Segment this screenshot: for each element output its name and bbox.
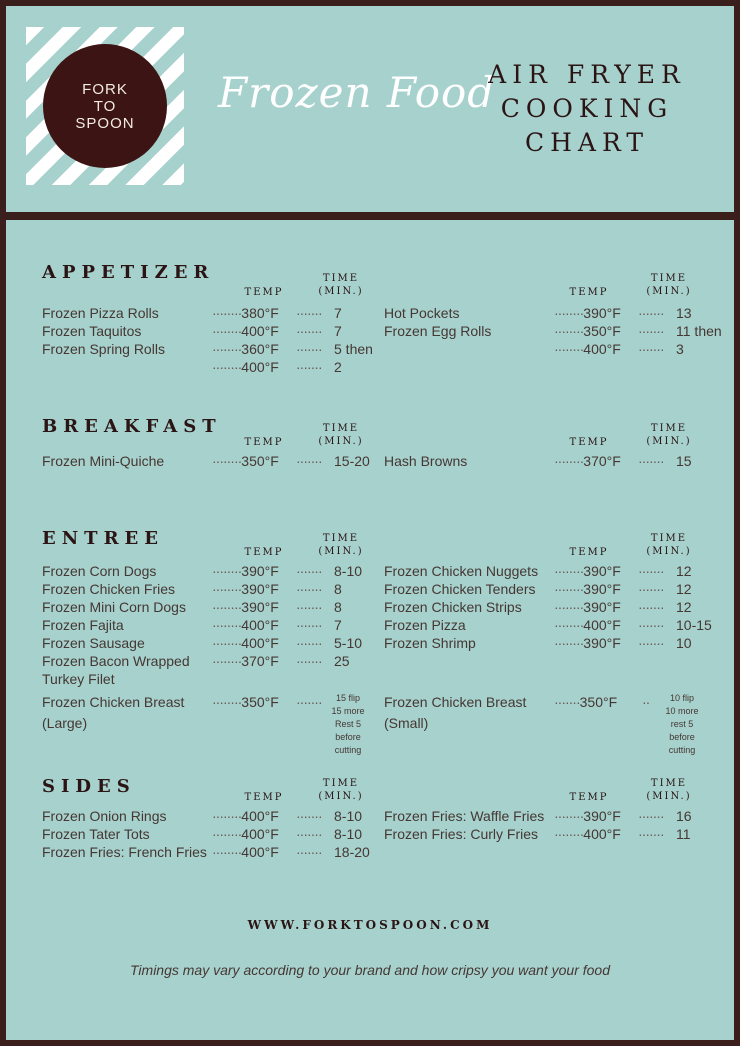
- item-time: 7: [334, 323, 342, 339]
- time-line: rest 5: [670, 719, 694, 729]
- item-time: 8: [334, 581, 342, 597]
- dot-leader: [212, 322, 279, 340]
- item-time: 12: [676, 599, 692, 615]
- dot-leader: [212, 452, 279, 470]
- title-line-3: CHART: [524, 128, 650, 157]
- dot-leader: [212, 634, 279, 652]
- column-header-time-line: TIME: [650, 423, 688, 434]
- item-name: Frozen Fries: Curly Fries: [384, 826, 539, 842]
- column-header-temp: TEMP: [569, 792, 609, 803]
- item-temp: 400°F: [241, 635, 279, 651]
- column-header-temp: TEMP: [244, 287, 284, 298]
- column-header-time-line: (MIN.): [318, 436, 364, 447]
- column-header-time-line: (MIN.): [646, 286, 692, 297]
- item-temp: 390°F: [583, 581, 621, 597]
- item-name: Frozen Mini-Quiche: [42, 453, 165, 469]
- item-name: Frozen Fries: French Fries: [42, 844, 207, 860]
- leader-dots: ·······: [296, 359, 322, 375]
- leader-dots: ········: [212, 635, 242, 651]
- section-title-sides: SIDES: [42, 776, 136, 797]
- leader-dots: ········: [212, 808, 242, 824]
- column-header-time-line: TIME: [322, 778, 360, 789]
- item-temp: 350°F: [241, 694, 279, 710]
- item-time: 10: [676, 635, 692, 651]
- leader-dots: ·······: [296, 826, 322, 842]
- column-header-time-line: TIME: [322, 533, 360, 544]
- dot-leader: [638, 304, 664, 322]
- leader-dots: ·······: [638, 323, 664, 339]
- dot-leader: [554, 807, 621, 825]
- item-name: Frozen Chicken Nuggets: [384, 563, 539, 579]
- item-name: Frozen Bacon Wrapped: [42, 653, 190, 669]
- dot-leader: [212, 562, 279, 580]
- item-time: 11 then: [676, 323, 722, 339]
- dot-leader: [296, 825, 322, 843]
- title-line-1: AIR FRYER: [488, 60, 686, 89]
- dot-leader: [296, 580, 322, 598]
- main-panel: [6, 220, 734, 1040]
- leader-dots: ·······: [296, 599, 322, 615]
- item-name: Frozen Chicken Tenders: [384, 581, 536, 597]
- column-header-temp: TEMP: [569, 287, 609, 298]
- item-time: [658, 692, 706, 757]
- logo-line-1: FORK: [82, 80, 128, 98]
- dot-leader: [296, 304, 322, 322]
- leader-dots: ········: [212, 826, 242, 842]
- column-header-time-line: TIME: [322, 273, 360, 284]
- time-line: 15 flip: [335, 693, 361, 703]
- item-time: 8-10: [334, 563, 363, 579]
- dot-leader: [638, 598, 664, 616]
- time-line: 15 more: [331, 706, 365, 716]
- item-name: Frozen Onion Rings: [42, 808, 167, 824]
- item-temp: 390°F: [583, 635, 621, 651]
- dot-leader: ·······350°F: [554, 694, 618, 710]
- section-title-entree: ENTREE: [42, 528, 164, 549]
- dot-leader: [296, 634, 322, 652]
- item-temp: 400°F: [583, 617, 621, 633]
- item-time: 3: [676, 341, 684, 357]
- leader-dots: ········: [212, 563, 242, 579]
- dot-leader: [554, 825, 621, 843]
- leader-dots: ·······: [296, 563, 322, 579]
- item-name: Frozen Spring Rolls: [42, 341, 165, 357]
- logo-line-2: TO: [93, 97, 117, 115]
- column-header-temp: TEMP: [244, 437, 284, 448]
- leader-dots: ········: [554, 563, 584, 579]
- column-header-time-line: (MIN.): [318, 286, 364, 297]
- leader-dots: ·······: [296, 305, 322, 321]
- leader-dots: ·······: [638, 635, 664, 651]
- leader-dots: ·······: [638, 617, 664, 633]
- leader-dots: ········: [554, 617, 584, 633]
- column-header-time-line: (MIN.): [646, 546, 692, 557]
- item-temp: 370°F: [583, 453, 621, 469]
- dot-leader: [638, 825, 664, 843]
- item-time: 5 then: [334, 341, 373, 357]
- dot-leader: [638, 580, 664, 598]
- dot-leader: [554, 580, 621, 598]
- item-name: Frozen Fries: Waffle Fries: [384, 808, 545, 824]
- item-temp: 390°F: [583, 599, 621, 615]
- website-url: WWW.FORKTOSPOON.COM: [247, 918, 493, 932]
- time-line: before: [669, 732, 695, 742]
- item-temp: 390°F: [241, 581, 279, 597]
- item-time: [324, 692, 372, 757]
- dot-leader: [554, 452, 621, 470]
- column-header-time: [306, 777, 376, 803]
- leader-dots: ·······: [638, 599, 664, 615]
- item-temp: 400°F: [241, 323, 279, 339]
- logo: [26, 27, 184, 185]
- item-temp: 400°F: [583, 826, 621, 842]
- dot-leader: [638, 616, 664, 634]
- item-time: 16: [676, 808, 692, 824]
- column-header-time-line: (MIN.): [318, 546, 364, 557]
- dot-leader: [638, 452, 664, 470]
- column-header-time: [634, 422, 704, 448]
- item-name: Frozen Pizza: [384, 617, 466, 633]
- column-header-time-line: TIME: [650, 533, 688, 544]
- column-header-time: [634, 532, 704, 558]
- column-header-time-line: TIME: [322, 423, 360, 434]
- leader-dots: ········: [554, 581, 584, 597]
- dot-leader: [554, 598, 621, 616]
- item-name-suffix: (Large): [42, 715, 88, 731]
- dot-leader: [296, 616, 322, 634]
- column-header-time-line: (MIN.): [646, 791, 692, 802]
- item-temp: 380°F: [241, 305, 279, 321]
- dot-leader: [296, 843, 322, 861]
- logo-line-3: SPOON: [75, 114, 135, 132]
- item-time: 8-10: [334, 826, 363, 842]
- dot-leader: [212, 807, 279, 825]
- leader-dots: ········: [212, 844, 242, 860]
- column-header-time-line: (MIN.): [646, 436, 692, 447]
- column-header-time: [306, 272, 376, 298]
- column-header-temp: TEMP: [569, 547, 609, 558]
- dot-leader: [554, 304, 621, 322]
- leader-dots: ········: [212, 653, 242, 669]
- leader-dots: ·······: [296, 453, 322, 469]
- dot-leader: [296, 652, 322, 670]
- column-header-temp: TEMP: [244, 792, 284, 803]
- leader-dots: ·······: [296, 653, 322, 669]
- leader-dots: ········: [212, 617, 242, 633]
- item-time: 7: [334, 617, 342, 633]
- leader-dots: ········: [212, 305, 242, 321]
- item-time: 8: [334, 599, 342, 615]
- item-temp: 350°F: [583, 323, 621, 339]
- leader-dots: ········: [554, 635, 584, 651]
- time-line: 10 flip: [669, 693, 695, 703]
- column-header-time: [634, 272, 704, 298]
- dot-leader: [296, 807, 322, 825]
- item-name: Turkey Filet: [42, 671, 115, 687]
- dot-leader: [554, 562, 621, 580]
- leader-dots: ········: [554, 323, 584, 339]
- dot-leader: [212, 358, 279, 376]
- dot-leader: [296, 452, 322, 470]
- leader-dots: ·······: [638, 581, 664, 597]
- dot-leader: [638, 807, 664, 825]
- item-time: 11: [676, 826, 691, 842]
- leader-dots: ·······: [296, 323, 322, 339]
- item-time: 12: [676, 563, 692, 579]
- item-time: 25: [334, 653, 350, 669]
- column-header-temp: TEMP: [244, 547, 284, 558]
- time-line: cutting: [334, 745, 362, 755]
- dot-leader: [212, 843, 279, 861]
- leader-dots: ········: [554, 826, 584, 842]
- leader-dots: ·······: [296, 635, 322, 651]
- item-temp: 400°F: [241, 844, 279, 860]
- dot-leader: [638, 340, 664, 358]
- dot-leader: [296, 340, 322, 358]
- dot-leader: [554, 616, 621, 634]
- leader-dots: ·······: [296, 341, 322, 357]
- header-panel: [6, 6, 734, 212]
- dot-leader: ·······: [296, 694, 322, 710]
- item-temp: 360°F: [241, 341, 279, 357]
- item-temp: 350°F: [579, 694, 618, 710]
- item-name: Frozen Pizza Rolls: [42, 305, 159, 321]
- dot-leader: [212, 616, 279, 634]
- item-time: 13: [676, 305, 692, 321]
- dot-leader: [212, 340, 279, 358]
- leader-dots: ········: [554, 453, 584, 469]
- dot-leader: [212, 304, 279, 322]
- dot-leader: [554, 322, 621, 340]
- item-temp: 390°F: [583, 563, 621, 579]
- dot-leader: [212, 652, 279, 670]
- time-line: 10 more: [665, 706, 699, 716]
- dot-leader: [554, 340, 621, 358]
- item-temp: 400°F: [241, 359, 279, 375]
- item-name: Hot Pockets: [384, 305, 460, 321]
- column-header-time: [306, 532, 376, 558]
- item-name: Frozen Tater Tots: [42, 826, 150, 842]
- leader-dots: ········: [554, 808, 584, 824]
- item-time: 2: [334, 359, 342, 375]
- dot-leader: [212, 825, 279, 843]
- dot-leader: [554, 634, 621, 652]
- item-name: Frozen Corn Dogs: [42, 563, 157, 579]
- leader-dots: ········: [554, 305, 584, 321]
- leader-dots: ·······: [638, 453, 664, 469]
- item-time: 18-20: [334, 844, 370, 860]
- column-header-temp: TEMP: [569, 437, 609, 448]
- item-name: Frozen Chicken Strips: [384, 599, 522, 615]
- leader-dots: ·······: [296, 844, 322, 860]
- title-line-2: COOKING: [500, 94, 674, 123]
- item-temp: 400°F: [241, 617, 279, 633]
- item-name: Hash Browns: [384, 453, 468, 469]
- leader-dots: ········: [212, 359, 242, 375]
- leader-dots: ·······: [296, 617, 322, 633]
- section-title-breakfast: BREAKFAST: [42, 416, 222, 437]
- item-temp: 350°F: [241, 453, 279, 469]
- item-temp: 390°F: [241, 563, 279, 579]
- column-header-time-line: TIME: [650, 778, 688, 789]
- item-time: 15-20: [334, 453, 370, 469]
- item-name: Frozen Chicken Breast: [42, 694, 185, 710]
- time-line: before: [335, 732, 361, 742]
- leader-dots: ·······: [638, 305, 664, 321]
- script-title: Frozen Food: [218, 68, 496, 117]
- page-title: [452, 58, 722, 160]
- item-name-suffix: (Small): [384, 715, 429, 731]
- item-temp: 400°F: [583, 341, 621, 357]
- item-name: Frozen Fajita: [42, 617, 124, 633]
- dot-leader: [296, 322, 322, 340]
- dot-leader: [638, 322, 664, 340]
- logo-circle: [43, 44, 167, 168]
- leader-dots: ········: [212, 599, 242, 615]
- dot-leader: [638, 634, 664, 652]
- leader-dots: ·······: [296, 581, 322, 597]
- leader-dots: ········: [212, 341, 242, 357]
- item-name: Frozen Sausage: [42, 635, 145, 651]
- time-line: cutting: [668, 745, 696, 755]
- leader-dots: ········: [554, 341, 584, 357]
- leader-dots: ········: [554, 599, 584, 615]
- column-header-time-line: (MIN.): [318, 791, 364, 802]
- column-header-time: [634, 777, 704, 803]
- dot-leader: [212, 598, 279, 616]
- leader-dots: ·······: [638, 826, 664, 842]
- leader-dots: ·······: [638, 563, 664, 579]
- item-temp: 390°F: [583, 305, 621, 321]
- time-line: Rest 5: [334, 719, 361, 729]
- dot-leader: [296, 358, 322, 376]
- item-time: 5-10: [334, 635, 363, 651]
- dot-leader: [212, 580, 279, 598]
- dot-leader: [638, 562, 664, 580]
- leader-dots: ········: [212, 581, 242, 597]
- leader-dots: ·······: [296, 808, 322, 824]
- leader-dots: ·······: [638, 341, 664, 357]
- item-temp: 400°F: [241, 808, 279, 824]
- item-time: 12: [676, 581, 692, 597]
- item-time: 15: [676, 453, 692, 469]
- item-time: 7: [334, 305, 342, 321]
- item-temp: 390°F: [241, 599, 279, 615]
- leader-dots: ·······: [638, 808, 664, 824]
- item-name: Frozen Shrimp: [384, 635, 476, 651]
- item-temp: 390°F: [583, 808, 621, 824]
- column-header-time: [306, 422, 376, 448]
- item-name: Frozen Mini Corn Dogs: [42, 599, 186, 615]
- leader-dots: ········: [212, 453, 242, 469]
- section-title-appetizer: APPETIZER: [42, 262, 215, 283]
- item-name: Frozen Chicken Breast: [384, 694, 527, 710]
- dot-leader: [296, 598, 322, 616]
- leader-dots: ········: [212, 323, 242, 339]
- item-time: 8-10: [334, 808, 363, 824]
- item-name: Frozen Egg Rolls: [384, 323, 492, 339]
- dot-leader: ········350°F: [212, 694, 279, 710]
- item-name: Frozen Taquitos: [42, 323, 142, 339]
- dot-leader: [296, 562, 322, 580]
- item-temp: 370°F: [241, 653, 279, 669]
- item-time: 10-15: [676, 617, 712, 633]
- dot-leader: ··: [642, 694, 650, 710]
- item-temp: 400°F: [241, 826, 279, 842]
- footnote: Timings may vary according to your brand and how cripsy you want your food: [130, 962, 610, 978]
- item-name: Frozen Chicken Fries: [42, 581, 176, 597]
- column-header-time-line: TIME: [650, 273, 688, 284]
